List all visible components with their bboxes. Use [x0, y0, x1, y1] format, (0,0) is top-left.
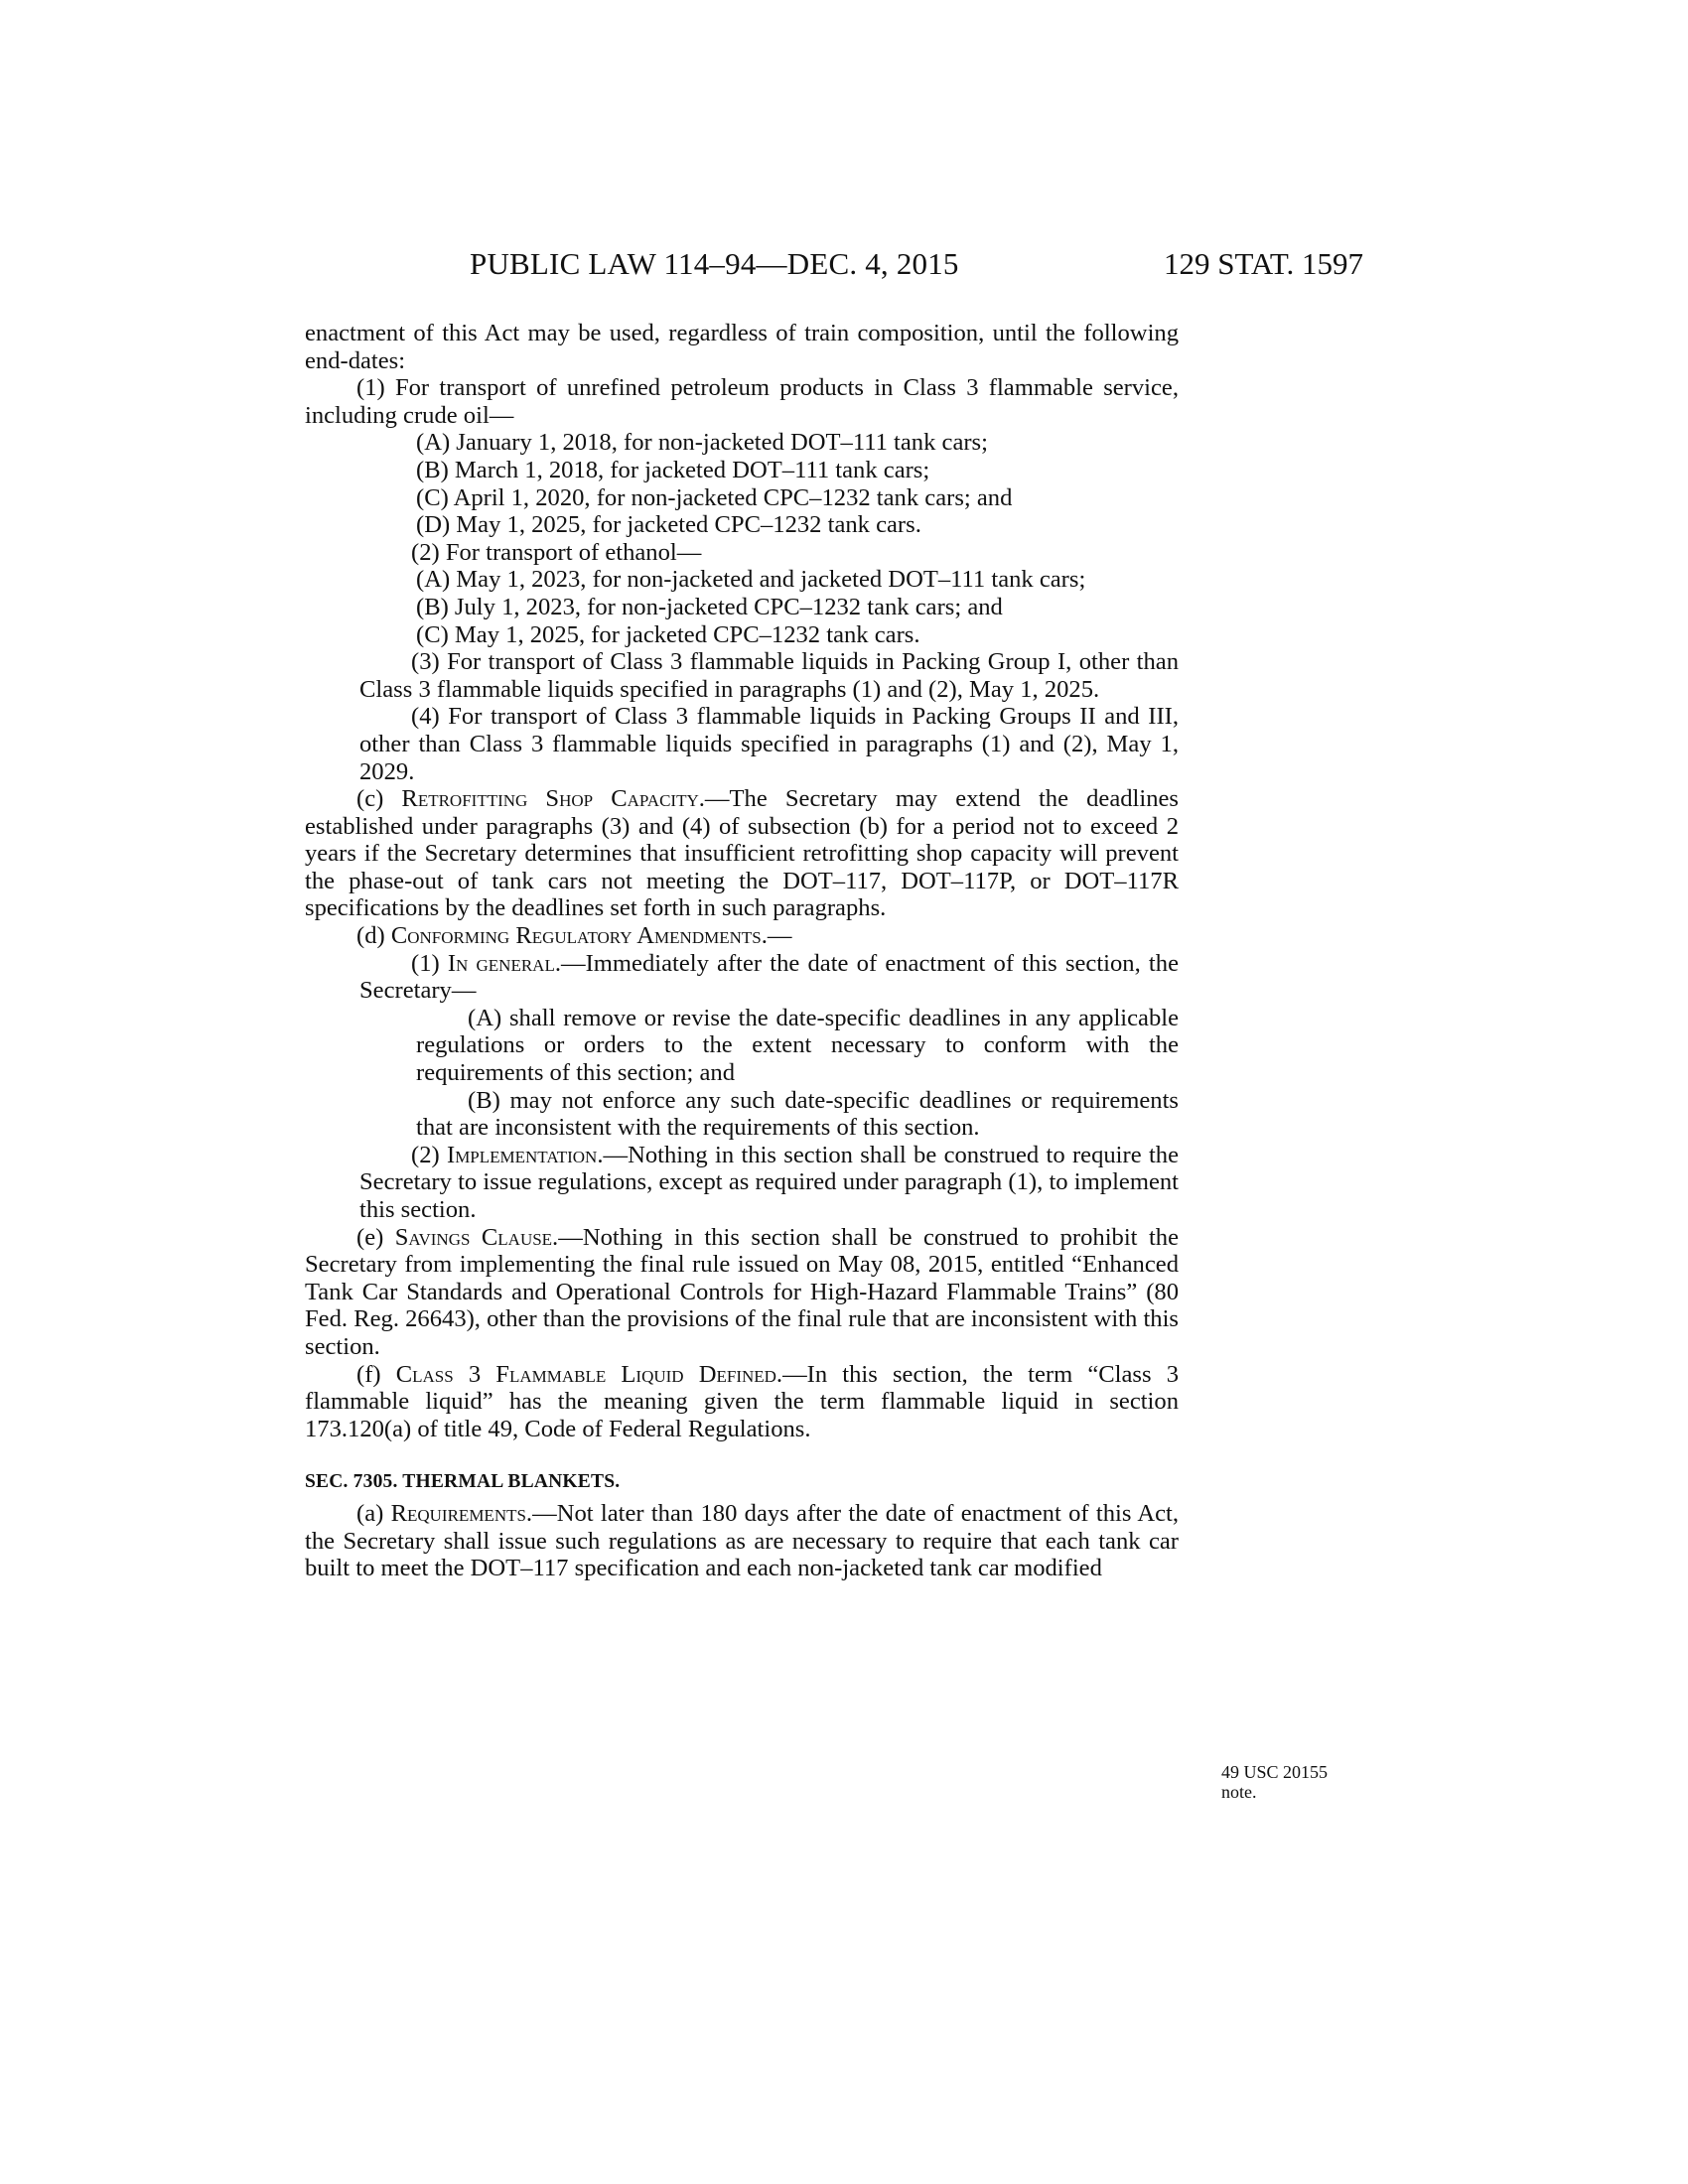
subsection-a-label: (a) [356, 1499, 391, 1527]
subparagraph-1A: (A) January 1, 2018, for non-jacketed DOT–111 tank cars; [416, 429, 988, 457]
running-head [470, 246, 1363, 286]
margin-note: 49 USC 20155 note. [1221, 1762, 1329, 1802]
paragraph-2: (2) For transport of ethanol— [411, 538, 702, 566]
subsection-d-caption: Conforming Regulatory Amendments. [390, 922, 768, 950]
subsection-e-text: —Nothing in this section shall be construed to prohibit the Secretary from implementing the final rule issued on May 08, 2015, entitled “Enhanced Tank Car Standards and Operational Controls for High-Hazard Flammable Trains” (80 Fed. Reg. 26643), other than the provisions of the final rule that are inconsistent with this section. [305, 1223, 1179, 1360]
subparagraph-d1B: (B) may not enforce any such date-specific deadlines or requirements that are inconsistent with the requirements of this section. [416, 1086, 1179, 1142]
paragraph-3: (3) For transport of Class 3 flammable liquids in Packing Group I, other than Class 3 flammable liquids specified in paragraphs (1) and (2), May 1, 2025. [359, 648, 1179, 703]
paragraph-d2-caption: Implementation. [447, 1141, 604, 1168]
paragraph-d2-text: —Nothing in this section shall be construed to require the Secretary to issue regulations, except as required under paragraph (1), to implement this section. [359, 1141, 1179, 1223]
subsection-e [305, 1224, 1179, 1361]
subsection-a [305, 1500, 1179, 1582]
subsection-c-caption: Retrofitting Shop Capacity. [401, 785, 705, 813]
subparagraph-1C: (C) April 1, 2020, for non-jacketed CPC–1232 tank cars; and [416, 483, 1013, 511]
subsection-d-text: — [767, 922, 792, 950]
subsection-d [305, 922, 1179, 950]
continuation-paragraph: enactment of this Act may be used, regardless of train composition, until the following end-dates: [305, 320, 1179, 374]
statute-text [305, 320, 1179, 1582]
subparagraph-2C: (C) May 1, 2025, for jacketed CPC–1232 tank cars. [416, 620, 920, 648]
paragraph-d1-caption: In general. [447, 949, 561, 977]
subsection-d-label: (d) [356, 922, 391, 950]
paragraph-d1-label: (1) [411, 949, 448, 977]
subsection-c [305, 785, 1179, 922]
paragraph-1-inner [305, 374, 1179, 429]
statute-page-number: 129 STAT. 1597 [1163, 246, 1363, 281]
paragraph-d1 [305, 950, 1179, 1005]
subparagraph-1B: (B) March 1, 2018, for jacketed DOT–111 tank cars; [416, 456, 930, 483]
subparagraph-2B: (B) July 1, 2023, for non-jacketed CPC–1232 tank cars; and [416, 593, 1003, 620]
subsection-c-label: (c) [356, 785, 402, 813]
paragraph-d1-text: —Immediately after the date of enactment of this section, the Secretary— [359, 949, 1179, 1005]
public-law-citation: PUBLIC LAW 114–94—DEC. 4, 2015 [470, 246, 959, 281]
paragraph-d2 [305, 1142, 1179, 1224]
subsection-f-caption: Class 3 Flammable Liquid Defined. [395, 1360, 783, 1388]
paragraph-4: (4) For transport of Class 3 flammable liquids in Packing Groups II and III, other than Class 3 flammable liquids specified in paragraphs (1) and (2), May 1, 2029. [359, 703, 1179, 785]
subsection-e-label: (e) [356, 1223, 395, 1251]
subsection-a-text: —Not later than 180 days after the date of enactment of this Act, the Secretary shall issue such regulations as are necessary to require that each tank car built to meet the DOT–117 specification and each non-jacketed tank car modified [305, 1499, 1179, 1582]
subsection-f [305, 1361, 1179, 1443]
paragraph-d2-label: (2) [411, 1141, 447, 1168]
subparagraph-1D: (D) May 1, 2025, for jacketed CPC–1232 tank cars. [416, 511, 921, 539]
subparagraph-d1A: (A) shall remove or revise the date-specific deadlines in any applicable regulations or orders to the extent necessary to conform with the requirements of this section; and [416, 1004, 1179, 1087]
subsection-f-label: (f) [356, 1360, 396, 1388]
paragraph-1-wrap [305, 374, 1179, 429]
subsection-f-text: —In this section, the term “Class 3 flammable liquid” has the meaning given the term flammable liquid in section 173.120(a) of title 49, Code of Federal Regulations. [305, 1360, 1179, 1442]
subsection-c-text: —The Secretary may extend the deadlines established under paragraphs (3) and (4) of subsection (b) for a period not to exceed 2 years if the Secretary determines that insufficient retrofitting shop capacity will prevent the phase-out of tank cars not meeting the DOT–117, DOT–117P, or DOT–117R specifications by the deadlines set forth in such paragraphs. [305, 785, 1179, 922]
paragraph-1: (1) For transport of unrefined petroleum products in Class 3 flammable service, including crude oil— [305, 374, 1179, 429]
subsection-e-caption: Savings Clause. [394, 1223, 559, 1251]
subparagraph-2A: (A) May 1, 2023, for non-jacketed and jacketed DOT–111 tank cars; [416, 566, 1086, 594]
section-heading: SEC. 7305. THERMAL BLANKETS. [305, 1471, 621, 1493]
paragraph-1-block [305, 374, 1179, 429]
subsection-a-caption: Requirements. [390, 1499, 533, 1527]
